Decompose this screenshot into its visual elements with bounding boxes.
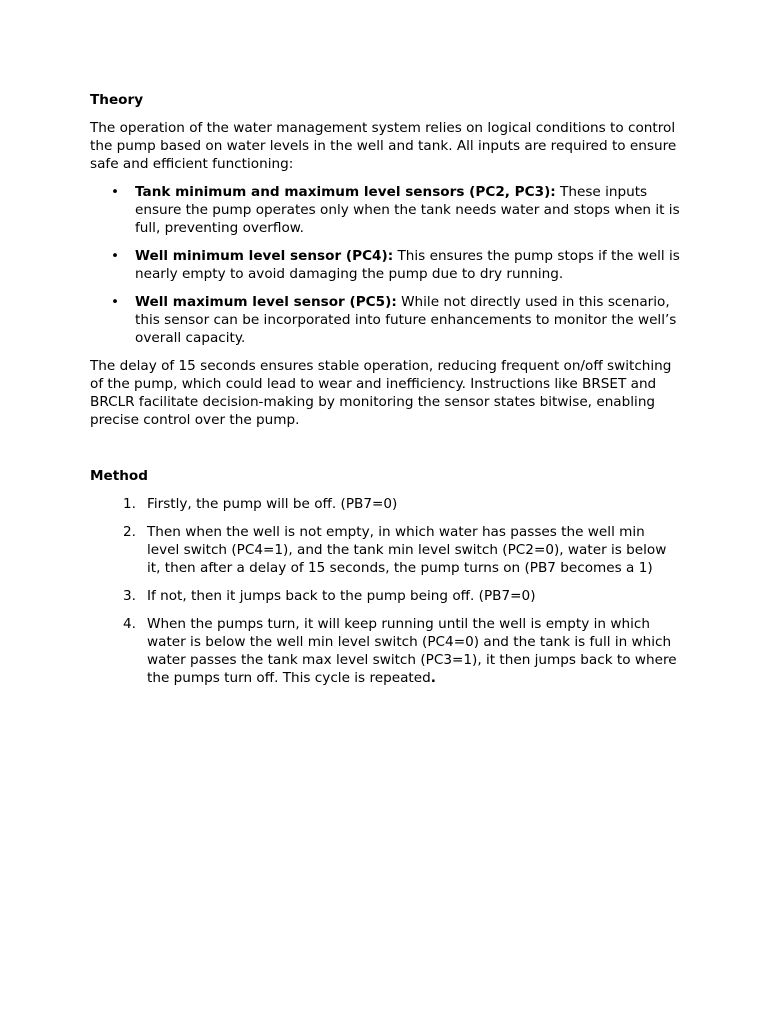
step-text: When the pumps turn, it will keep running until the well is empty in which water is below the well min level switch (PC4=0) and the tank is full in which water passes the tank max level switch (PC3=1), it then jumps back to where the pumps turn off. This cycle is repeated — [147, 616, 677, 686]
theory-heading: Theory — [90, 92, 144, 108]
method-step — [90, 615, 680, 687]
bullet-text: These inputs ensure the pump operates only when the tank needs water and stops when it is full, preventing overflow. — [135, 184, 680, 236]
bullet-title: Well maximum level sensor (PC5): — [135, 294, 397, 310]
step-number: 2. — [123, 524, 136, 540]
document-page — [90, 91, 680, 697]
bullet-marker: • — [111, 248, 120, 264]
method-heading: Method — [90, 468, 148, 484]
bullet-tank-sensors — [90, 183, 680, 237]
step-text: Firstly, the pump will be off. (PB7=0) — [147, 496, 398, 512]
step-number: 4. — [123, 616, 136, 632]
method-step — [90, 587, 680, 605]
step-number: 1. — [123, 496, 136, 512]
method-step-list — [90, 495, 680, 687]
step-text: If not, then it jumps back to the pump being off. (PB7=0) — [147, 588, 536, 604]
sensor-bullet-list — [90, 183, 680, 347]
theory-intro-paragraph: The operation of the water management system relies on logical conditions to control the pump based on water levels in the well and tank. All inputs are required to ensure safe and efficient functioning: — [90, 120, 677, 172]
bullet-well-max-sensor — [90, 293, 680, 347]
bullet-title: Tank minimum and maximum level sensors (PC2, PC3): — [135, 184, 556, 200]
bullet-text: This ensures the pump stops if the well is nearly empty to avoid damaging the pump due to dry running. — [135, 248, 680, 282]
method-step — [90, 523, 680, 577]
step-end-mark: . — [430, 670, 436, 686]
step-text: Then when the well is not empty, in which water has passes the well min level switch (PC4=1), and the tank min level switch (PC2=0), water is below it, then after a delay of 15 seconds, the pump turns on (PB7 becomes a 1) — [147, 524, 667, 576]
bullet-marker: • — [111, 184, 120, 200]
theory-closing-paragraph: The delay of 15 seconds ensures stable operation, reducing frequent on/off switching of the pump, which could lead to wear and inefficiency. Instructions like BRSET and BRCLR facilitate decision-making by monitoring the sensor states bitwise, enabling precise control over the pump. — [90, 358, 672, 428]
method-step — [90, 495, 680, 513]
bullet-well-min-sensor — [90, 247, 680, 283]
step-number: 3. — [123, 588, 136, 604]
bullet-text: While not directly used in this scenario, this sensor can be incorporated into future enhancements to monitor the well’s overall capacity. — [135, 294, 677, 346]
bullet-marker: • — [111, 294, 120, 310]
bullet-title: Well minimum level sensor (PC4): — [135, 248, 394, 264]
